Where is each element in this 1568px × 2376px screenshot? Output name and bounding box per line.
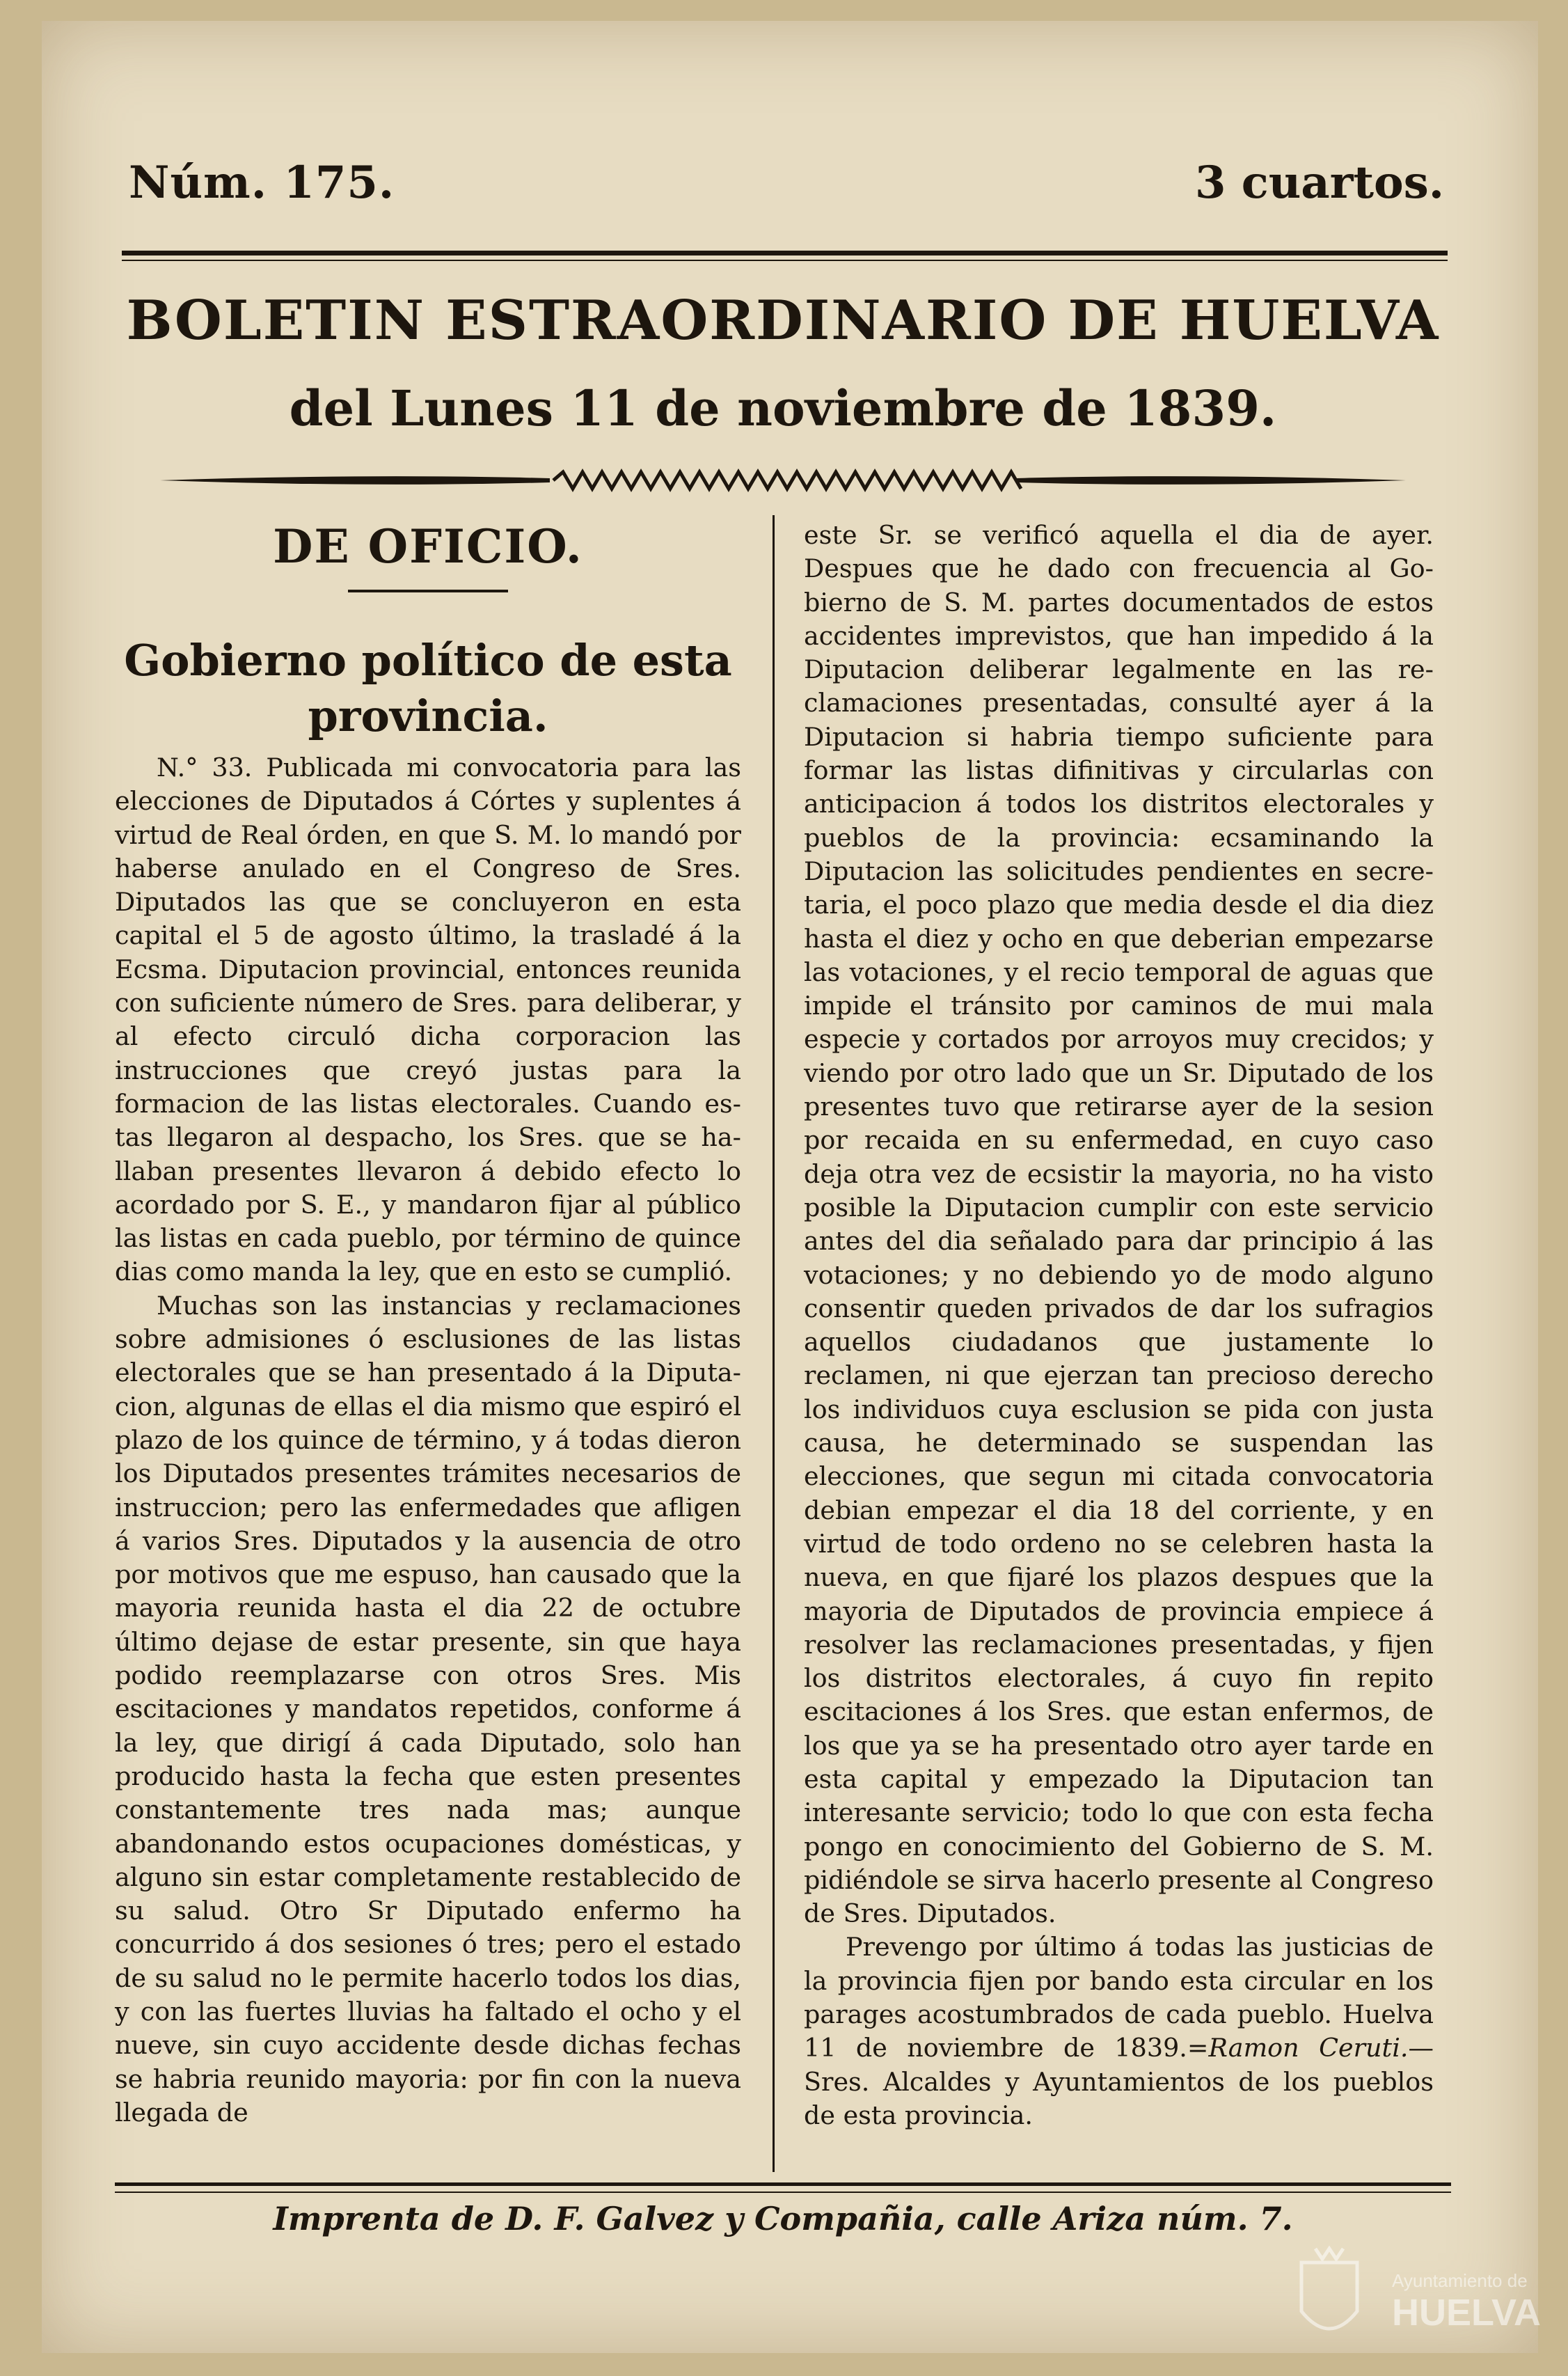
left-column bbox=[115, 519, 741, 2130]
coat-of-arms-icon bbox=[1301, 2249, 1357, 2329]
watermark-label: Ayuntamiento de bbox=[1392, 2270, 1528, 2291]
article-heading: Gobierno político de esta provincia. bbox=[124, 635, 732, 741]
footer-rule-thin bbox=[115, 2192, 1451, 2193]
masthead-line bbox=[129, 157, 1444, 209]
issue-price: 3 cuartos. bbox=[1194, 157, 1444, 209]
newspaper-title: BOLETIN ESTRAORDINARIO DE HUELVA bbox=[126, 289, 1440, 352]
right-column bbox=[804, 519, 1434, 2132]
signature: =Ramon Ceruti. bbox=[1187, 2033, 1409, 2063]
watermark-city: HUELVA bbox=[1392, 2292, 1541, 2334]
section-title: DE OFICIO. bbox=[273, 519, 583, 574]
issue-date: del Lunes 11 de noviembre de 1839. bbox=[289, 379, 1277, 437]
article-paragraph: este Sr. se verificó aquella el dia de ayer. Despues que he dado con frecuencia al Gobierno de S. M. partes documentados de estos accidentes imprevistos, que han impedido á la Diputacion deliberar legalmente en las reclamaciones presentadas, consulté ayer á la Diputacion si habria tiempo suficiente para formar las listas difinitivas y circularlas con anticipacion á todos los distritos electorales y pueblos de la provincia: ecsaminando la Diputacion las solicitudes pendientes en secretaria, el poco plazo que media desde el dia diez hasta el diez y ocho en que deberian empezarse las votaciones, y el recio temporal de aguas que impide el tránsito por caminos de mui mala especie y cortados por arroyos muy crecidos; y viendo por otro lado que un Sr. Diputado de los presentes tuvo que retirarse ayer de la sesion por recaida en su enfermedad, en cuyo caso deja otra vez de ecsistir la mayoria, no ha visto posible la Diputacion cumplir con este servicio antes del dia señalado para dar principio á las votaciones; y no debiendo yo de modo alguno consentir queden privados de dar los sufragios aquellos ciudadanos que justamente lo reclamen, ni que ejerzan tan precioso derecho los individuos cuya esclusion se pida con justa causa, he determinado se suspendan las elecciones, que segun mi citada convocatoria debian empezar el dia 18 del corriente, y en virtud de todo ordeno no se celebren hasta la nueva, en que fijaré los plazos despues que la mayoria de Diputados de provincia empiece á resolver las reclamaciones presentadas, y fijen los distritos electorales, á cuyo fin repito escitaciones á los Sres. que estan enfermos, de los que ya se ha presentado otro ayer tarde en esta capital y empezado la Diputacion tan interesante servicio; todo lo que con esta fecha pongo en conocimiento del Gobierno de S. M. pidiéndole se sirva hacerlo presente al Congreso de Sres. Diputados. bbox=[804, 520, 1434, 1929]
footer-rule bbox=[115, 2182, 1451, 2186]
printer-imprint: Imprenta de D. F. Galvez y Compañia, calle Ariza núm. 7. bbox=[273, 2200, 1293, 2237]
addressees: —Sres. Alcaldes y Ayuntamientos de los pueblos de esta provincia. bbox=[804, 2033, 1434, 2130]
watermark-seal bbox=[1281, 2235, 1545, 2360]
column-divider bbox=[773, 515, 775, 2172]
section-rule bbox=[348, 590, 508, 592]
article-paragraph: N.° 33. Publicada mi convocatoria para las elecciones de Diputados á Córtes y suplentes á virtud de Real órden, en que S. M. lo mandó por haberse anulado en el Congreso de Sres. Diputados las que se concluyeron en esta capital el 5 de agosto último, la trasladé á la Ecsma. Diputacion provincial, entonces reunida con suficiente número de Sres. para deliberar, y al efecto circuló dicha corporacion las instrucciones que creyó justas para la formacion de las listas electorales. Cuando estas llegaron al despacho, los Sres. que se hallaban presentes llevaron á debido efecto lo acordado por S. E., y mandaron fijar al público las listas en cada pueblo, por término de quince dias como manda la ley, que en esto se cumplió. bbox=[115, 753, 741, 1287]
closing-text: Prevengo por último á todas las justicias de la provincia fijen por bando esta circular en los parages acostumbrados de cada pueblo. Huelva 11 de noviembre de 1839. bbox=[804, 1932, 1434, 2063]
header-rule-thin bbox=[122, 260, 1448, 261]
issue-number: Núm. 175. bbox=[129, 157, 395, 209]
ornamental-divider bbox=[160, 466, 1406, 494]
article-paragraph bbox=[804, 1930, 1434, 2132]
header-rule bbox=[122, 251, 1448, 255]
article-paragraph: Muchas son las instancias y reclamaciones sobre admisiones ó esclusiones de las listas electorales que se han presentado á la Diputacion, algunas de ellas el dia mismo que espiró el plazo de los quince de término, y á todas dieron los Diputados presentes trámites necesarios de instruccion; pero las enfermedades que afligen á varios Sres. Diputados y la ausencia de otro por motivos que me espuso, han causado que la mayoria reunida hasta el dia 22 de octubre último dejase de estar presente, sin que haya podido reemplazarse con otros Sres. Mis escitaciones y mandatos repetidos, conforme á la ley, que dirigí á cada Diputado, solo han producido hasta la fecha que esten presentes constantemente tres nada mas; aunque abandonando estos ocupaciones domésticas, y alguno sin estar completamente restablecido de su salud. Otro Sr Diputado enfermo ha concurrido á dos sesiones ó tres; pero el estado de su salud no le permite hacerlo todos los dias, y con las fuertes lluvias ha faltado el ocho y el nueve, sin cuyo accidente desde dichas fechas se habria reunido mayoria: por fin con la nueva llegada de bbox=[115, 1290, 741, 2127]
